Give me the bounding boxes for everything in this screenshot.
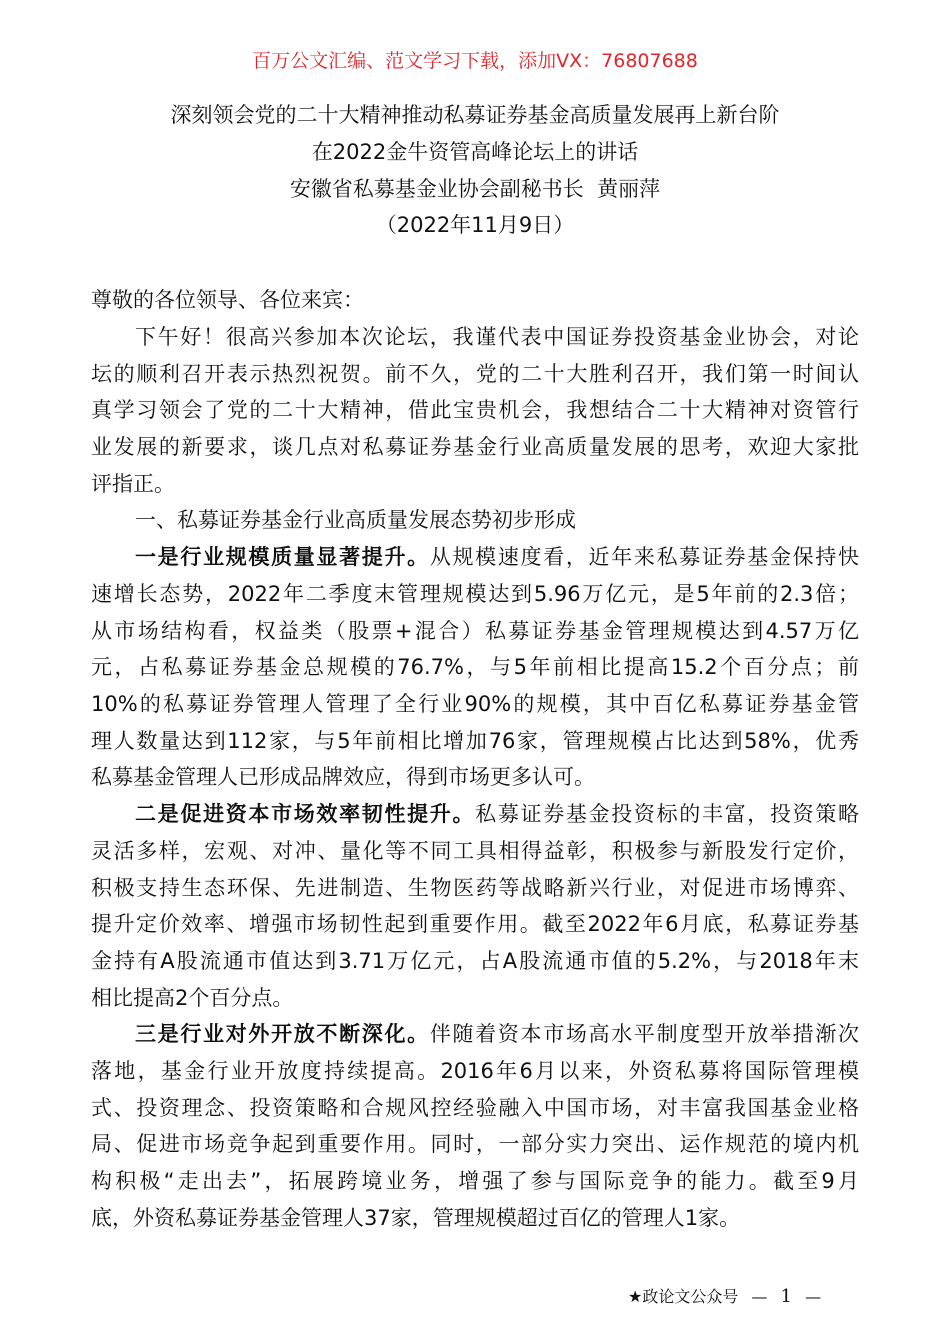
paragraph-line: 灵活多样，宏观、对冲、量化等不同工具相得益彰，积极参与新股发行定价，: [91, 839, 859, 863]
paragraph-line: [91, 798, 859, 828]
footer-source: ★政论文公众号: [628, 1287, 739, 1306]
watermark-banner: 百万公文汇编、范文学习下载，添加VX：76807688: [252, 50, 698, 72]
paragraph-line: 从市场结构看，权益类（股票+混合）私募证券基金管理规模达到4.57万亿: [91, 619, 859, 643]
paragraph-line: 私募基金管理人已形成品牌效应，得到市场更多认可。: [91, 765, 595, 789]
paragraph-line: 速增长态势，2022年二季度末管理规模达到5.96万亿元，是5年前的2.3倍；: [91, 582, 859, 606]
page-footer: [628, 1284, 821, 1307]
paragraph-lead: 三是行业对外开放不断深化。: [135, 1022, 430, 1046]
paragraph-line: 相比提高2个百分点。: [91, 986, 294, 1010]
paragraph-line: 提升定价效率、增强市场韧性起到重要作用。截至2022年6月底，私募证券基: [91, 912, 859, 936]
paragraph-line: 积极支持生态环保、先进制造、生物医药等战略新兴行业，对促进市场博弈、: [91, 876, 859, 900]
footer-dash-right: —: [805, 1287, 822, 1306]
paragraph-text: 私募证券基金投资标的丰富，投资策略: [475, 802, 860, 826]
paragraph-line: 落地，基金行业开放度持续提高。2016年6月以来，外资私募将国际管理模: [91, 1059, 859, 1083]
paragraph-line: 底，外资私募证券基金管理人37家，管理规模超过百亿的管理人1家。: [91, 1206, 741, 1230]
paragraph-line: 理人数量达到112家，与5年前相比增加76家，管理规模占比达到58%，优秀: [91, 729, 859, 753]
paragraph-lead: 一是行业规模质量显著提升。: [135, 545, 430, 569]
paragraph-line: 金持有A股流通市值达到3.71万亿元，占A股流通市值的5.2%，与2018年末: [91, 949, 859, 973]
paragraph-line: 评指正。: [91, 472, 175, 496]
salutation: 尊敬的各位领导、各位来宾：: [91, 288, 364, 312]
paragraph-line: 业发展的新要求，谈几点对私募证券基金行业高质量发展的思考，欢迎大家批: [91, 435, 859, 459]
paragraph-line: 局、促进市场竞争起到重要作用。同时，一部分实力突出、运作规范的境内机: [91, 1132, 859, 1156]
speaker-line: 安徽省私募基金业协会副秘书长 黄丽萍: [289, 177, 661, 201]
paragraph-line: 式、投资理念、投资策略和合规风控经验融入中国市场，对丰富我国基金业格: [91, 1096, 859, 1120]
paragraph-line: [91, 541, 859, 571]
paragraph-lead: 二是促进资本市场效率韧性提升。: [135, 802, 476, 826]
paragraph-line: 元，占私募证券基金总规模的76.7%，与5年前相比提高15.2个百分点；前: [91, 655, 859, 679]
paragraph-line: 构积极“走出去”，拓展跨境业务，增强了参与国际竞争的能力。截至9月: [91, 1169, 859, 1193]
paragraph-line: 下午好！很高兴参加本次论坛，我谨代表中国证券投资基金业协会，对论: [135, 325, 859, 349]
paragraph-line: 坛的顺利召开表示热烈祝贺。前不久，党的二十大胜利召开，我们第一时间认: [91, 362, 859, 386]
date-line: （2022年11月9日）: [375, 213, 575, 237]
paragraph-text: 伴随着资本市场高水平制度型开放举措渐次: [429, 1022, 860, 1046]
document-subtitle: 在2022金牛资管高峰论坛上的讲话: [311, 140, 639, 164]
footer-dash-left: —: [751, 1287, 768, 1306]
document-title: 深刻领会党的二十大精神推动私募证券基金高质量发展再上新台阶: [170, 103, 780, 127]
section-heading: 一、私募证券基金行业高质量发展态势初步形成: [135, 508, 576, 532]
paragraph-line: 真学习领会了党的二十大精神，借此宝贵机会，我想结合二十大精神对资管行: [91, 398, 859, 422]
paragraph-text: 从规模速度看，近年来私募证券基金保持快: [429, 545, 860, 569]
page-number: 1: [780, 1286, 792, 1307]
paragraph-line: [91, 1018, 859, 1048]
paragraph-line: 10%的私募证券管理人管理了全行业90%的规模，其中百亿私募证券基金管: [91, 692, 859, 716]
